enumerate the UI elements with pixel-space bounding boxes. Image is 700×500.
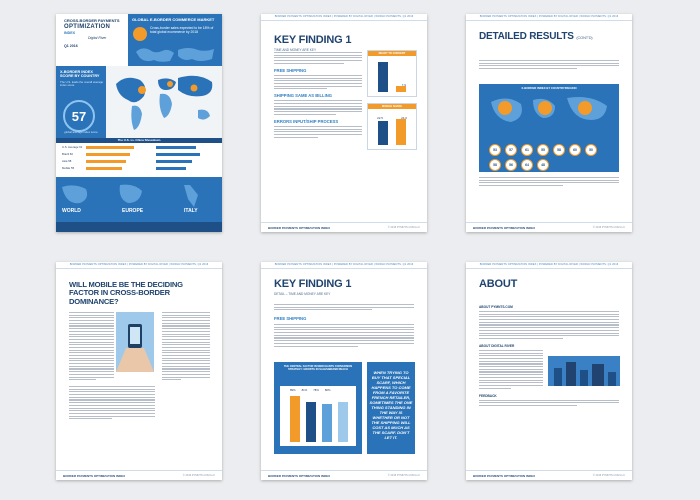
digital-river-logo: Digital River	[88, 36, 107, 40]
score-badge: 50	[585, 144, 597, 156]
chart-column	[367, 50, 417, 156]
region-label: EUROPE	[122, 208, 144, 214]
page-title: KEY FINDING 1	[274, 278, 352, 290]
report-page-key-finding[interactable]	[261, 14, 427, 232]
chart-value: 24.0	[401, 116, 407, 120]
table-row: Mobile 55	[62, 166, 75, 170]
bar-chart	[274, 382, 362, 452]
report-page-mobile[interactable]	[56, 262, 222, 480]
section-heading: FREE SHIPPING	[274, 316, 307, 321]
body-column	[69, 312, 114, 380]
section-heading: ABOUT DIGITAL RIVER	[479, 343, 515, 348]
page-header: BORDER PAYMENTS OPTIMIZATION INDEX | POWERED BY DIGITAL RIVER | WORLD PAYMENTS, Q1 2016	[56, 262, 222, 269]
country-index-panel	[479, 84, 619, 172]
cover-brand-top: CROSS-BORDER PAYMENTS	[64, 18, 120, 23]
chart-value: 57	[378, 63, 382, 67]
cover-quarter: Q1 2016	[64, 44, 78, 48]
score-badge: 53	[489, 144, 501, 156]
page-header: BORDER PAYMENTS OPTIMIZATION INDEX | POWERED BY DIGITAL RIVER | WORLD PAYMENTS, Q1 2016	[261, 262, 427, 269]
score-badges	[489, 144, 609, 171]
score-badge: 64	[521, 159, 533, 171]
index-score-sub: The U.S. leads the overall average index score	[60, 79, 104, 88]
footer-logo: BORDER PAYMENTS OPTIMIZATION INDEX	[473, 225, 536, 230]
score-map	[485, 92, 613, 148]
score-badge: 48	[537, 159, 549, 171]
us-china-header: The U.S. vs. China Showdown	[56, 138, 222, 143]
body-text	[274, 52, 362, 138]
comparison-table	[56, 143, 222, 175]
section-heading: ERRORS INPUT/SHIP PROCESS	[274, 118, 339, 124]
stat-text: Cross-border sales expected to be 18% of total global ecommerce by 2018	[150, 26, 214, 34]
page-subtitle: DETAIL – TIME AND MONEY ARE KEY	[274, 291, 331, 296]
section-heading: SHIPPING SAME AS BILLING	[274, 93, 333, 99]
chart-value: 7.9	[401, 83, 406, 87]
page-title: KEY FINDING 1	[274, 34, 352, 46]
band-title: GLOBAL E-BORDER COMMERCE MARKET	[132, 17, 215, 22]
chart-ready-to-convert	[367, 50, 417, 97]
index-score-panel	[56, 66, 106, 138]
mobile-shopping-image	[116, 312, 154, 372]
chart-value: 22.5	[377, 116, 383, 120]
cover-brand-main: OPTIMIZATION	[64, 24, 111, 30]
page-header: BORDER PAYMENTS OPTIMIZATION INDEX | POWERED BY DIGITAL RIVER | WORLD PAYMENTS, Q1 2016	[261, 14, 427, 21]
score-badge: 55	[537, 144, 549, 156]
report-page-detailed-results[interactable]	[466, 14, 632, 232]
body-text	[479, 177, 619, 186]
region-label: WORLD	[62, 208, 81, 214]
footer-url: © 2016 PYMNTS.COM LLC	[182, 474, 215, 477]
section-heading: FEEDBACK	[479, 393, 497, 398]
conversion-chart-panel	[274, 362, 362, 454]
index-score-title: X-BORDER INDEX SCORE BY COUNTRY	[60, 70, 100, 79]
footer-url: © 2016 PYMNTS.COM LLC	[387, 226, 420, 229]
panel-title: X-BORDER INDEX BY COUNTRY/REGION	[521, 86, 577, 90]
chart-title: MOBILE SHARE	[368, 104, 416, 109]
global-score: 57	[63, 100, 95, 132]
page-title: DETAILED RESULTS (CONT'D)	[479, 31, 593, 42]
pull-quote: WHEN TRYING TO BUY THAT SPECIAL SCARF, WHICH HAPPENS TO COME FROM A FAVORITE FRENCH RETAILER, SOMETIMES THE ONE THING STANDING IN THE WAY IS WHETHER OR NOT THE SHIPPING WILL COST AS MUCH AS THE SCARF. DON'T LET IT.	[367, 362, 415, 454]
map-graphic	[106, 66, 222, 138]
cover-brand-index: INDEX	[64, 31, 75, 35]
cover-stat-band	[128, 14, 222, 66]
footer-logo: BORDER PAYMENTS OPTIMIZATION INDEX	[63, 473, 126, 478]
chart-value: 80%	[324, 388, 331, 392]
city-graphic	[548, 356, 620, 386]
body-column	[162, 312, 210, 380]
cover-footer	[56, 222, 222, 232]
footer-url: © 2016 PYMNTS.COM LLC	[592, 474, 625, 477]
table-row: Asia 58	[62, 159, 72, 163]
footer-url: © 2016 PYMNTS.COM LLC	[387, 474, 420, 477]
region-maps	[56, 181, 222, 211]
table-row: Brazil 60	[62, 152, 73, 156]
score-badge: 60	[569, 144, 581, 156]
title-suffix: (CONT'D)	[576, 35, 593, 40]
page-footer	[466, 222, 632, 232]
globe-icon	[133, 27, 147, 41]
report-page-about[interactable]	[466, 262, 632, 480]
score-badge: 58	[489, 159, 501, 171]
phone-icon	[116, 312, 154, 372]
page-title: WILL MOBILE BE THE DECIDING FACTOR IN CROSS-BORDER DOMINANCE?	[69, 280, 183, 306]
world-map	[106, 66, 222, 138]
chart-value: 89%	[290, 388, 296, 392]
report-page-key-finding-detail[interactable]	[261, 262, 427, 480]
score-badge: 56	[505, 159, 517, 171]
body-text	[69, 386, 155, 419]
score-caption: global average index score	[64, 130, 98, 134]
body-text	[274, 304, 414, 310]
section-heading: ABOUT PYMNTS.COM	[479, 305, 513, 309]
page-header: BORDER PAYMENTS OPTIMIZATION INDEX | POWERED BY DIGITAL RIVER | WORLD PAYMENTS, Q1 2016	[466, 262, 632, 269]
chart-value: 81%	[301, 388, 308, 392]
region-label: ITALY	[184, 208, 198, 214]
table-row: U.S. Average 61	[62, 145, 83, 149]
chart-title: READY TO CONVERT	[368, 51, 416, 56]
score-badge: 61	[521, 144, 533, 156]
page-footer	[56, 470, 222, 480]
footer-url: © 2016 PYMNTS.COM LLC	[592, 226, 625, 229]
page-title: ABOUT	[479, 278, 518, 290]
footer-logo: BORDER PAYMENTS OPTIMIZATION INDEX	[473, 473, 536, 478]
chart-value: 78%	[313, 388, 319, 392]
section-heading: FREE SHIPPING	[274, 67, 307, 73]
score-badge: 57	[505, 144, 517, 156]
report-page-cover[interactable]	[56, 14, 222, 232]
score-badge: 58	[553, 144, 565, 156]
body-text	[274, 324, 414, 347]
chart-title: THE CENTRAL FACTOR IN MERCHANTS CONVERSION STRATEGY: GROWTH IN SALES/BRAND REACH	[283, 365, 353, 372]
chart-mobile-share	[367, 103, 417, 150]
world-map-graphic	[128, 44, 222, 66]
footer-logo: BORDER PAYMENTS OPTIMIZATION INDEX	[268, 473, 331, 478]
page-footer	[261, 222, 427, 232]
page-header: BORDER PAYMENTS OPTIMIZATION INDEX | POWERED BY DIGITAL RIVER | WORLD PAYMENTS, Q1 2016	[466, 14, 632, 21]
body-text	[479, 60, 619, 69]
footer-logo: BORDER PAYMENTS OPTIMIZATION INDEX	[268, 225, 331, 230]
page-footer	[261, 470, 427, 480]
regional-panel	[56, 177, 222, 222]
cover-header	[56, 14, 222, 66]
page-footer	[466, 470, 632, 480]
about-image	[548, 356, 620, 386]
page-subtitle: TIME AND MONEY ARE KEY	[274, 47, 317, 52]
